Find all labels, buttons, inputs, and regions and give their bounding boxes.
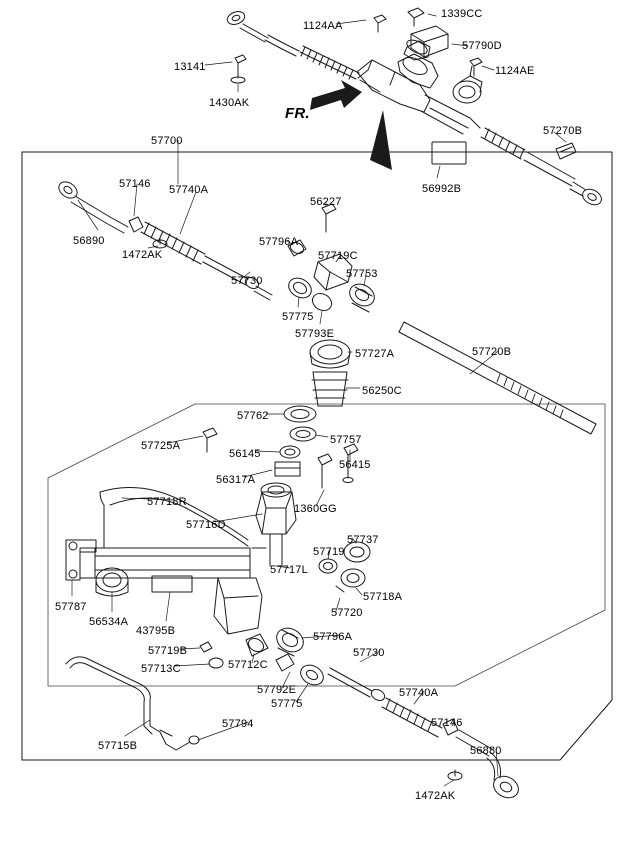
- part-label-57700: 57700: [151, 135, 183, 147]
- part-label-57757: 57757: [330, 434, 362, 446]
- part-label-1472AK-top: 1472AK: [122, 249, 163, 261]
- part-label-57719C: 57719C: [318, 250, 358, 262]
- part-label-56250C: 56250C: [362, 385, 402, 397]
- part-label-1124AE: 1124AE: [495, 65, 535, 77]
- part-label-57794: 57794: [222, 718, 254, 730]
- part-label-56415: 56415: [339, 459, 371, 471]
- orientation-marker-fr: FR.: [285, 105, 310, 122]
- part-label-57146-bottom: 57146: [431, 717, 463, 729]
- part-label-56890: 56890: [73, 235, 105, 247]
- part-label-56534A: 56534A: [89, 616, 129, 628]
- part-label-57720: 57720: [331, 607, 363, 619]
- part-label-56227: 56227: [310, 196, 342, 208]
- part-label-57715B: 57715B: [98, 740, 138, 752]
- part-label-1339CC: 1339CC: [441, 8, 483, 20]
- part-label-57730-bottom: 57730: [353, 647, 385, 659]
- part-label-57753: 57753: [346, 268, 378, 280]
- part-label-57720B: 57720B: [472, 346, 512, 358]
- part-label-43795B: 43795B: [136, 625, 176, 637]
- part-label-1124AA: 1124AA: [303, 20, 343, 32]
- part-label-57719: 57719: [313, 546, 345, 558]
- part-label-57792E: 57792E: [257, 684, 297, 696]
- part-label-57146-top: 57146: [119, 178, 151, 190]
- part-label-57762: 57762: [237, 410, 269, 422]
- part-label-57787: 57787: [55, 601, 87, 613]
- part-label-56145: 56145: [229, 448, 261, 460]
- part-label-57796A-top: 57796A: [259, 236, 299, 248]
- part-label-57718A: 57718A: [363, 591, 403, 603]
- part-label-57713C: 57713C: [141, 663, 181, 675]
- part-label-57775-top: 57775: [282, 311, 314, 323]
- part-label-56992B: 56992B: [422, 183, 462, 195]
- part-label-57740A-bottom: 57740A: [399, 687, 439, 699]
- part-label-57719B: 57719B: [148, 645, 188, 657]
- part-label-57716D: 57716D: [186, 519, 226, 531]
- part-label-57740A-top: 57740A: [169, 184, 209, 196]
- part-label-1430AK: 1430AK: [209, 97, 250, 109]
- part-label-56317A: 56317A: [216, 474, 256, 486]
- part-label-57725A: 57725A: [141, 440, 181, 452]
- part-label-1472AK-bottom: 1472AK: [415, 790, 456, 802]
- part-label-57270B: 57270B: [543, 125, 583, 137]
- part-label-56880: 56880: [470, 745, 502, 757]
- part-label-57796A-bottom: 57796A: [313, 631, 353, 643]
- part-label-57730-top: 57730: [231, 275, 263, 287]
- part-label-57737: 57737: [347, 534, 379, 546]
- part-label-57717L: 57717L: [270, 564, 308, 576]
- part-label-57712C: 57712C: [228, 659, 268, 671]
- part-label-57790D: 57790D: [462, 40, 502, 52]
- part-label-57727A: 57727A: [355, 348, 395, 360]
- part-label-57718R: 57718R: [147, 496, 187, 508]
- part-label-57793E: 57793E: [295, 328, 335, 340]
- part-label-13141: 13141: [174, 61, 206, 73]
- part-label-57775-bottom: 57775: [271, 698, 303, 710]
- part-label-1360GG: 1360GG: [294, 503, 337, 515]
